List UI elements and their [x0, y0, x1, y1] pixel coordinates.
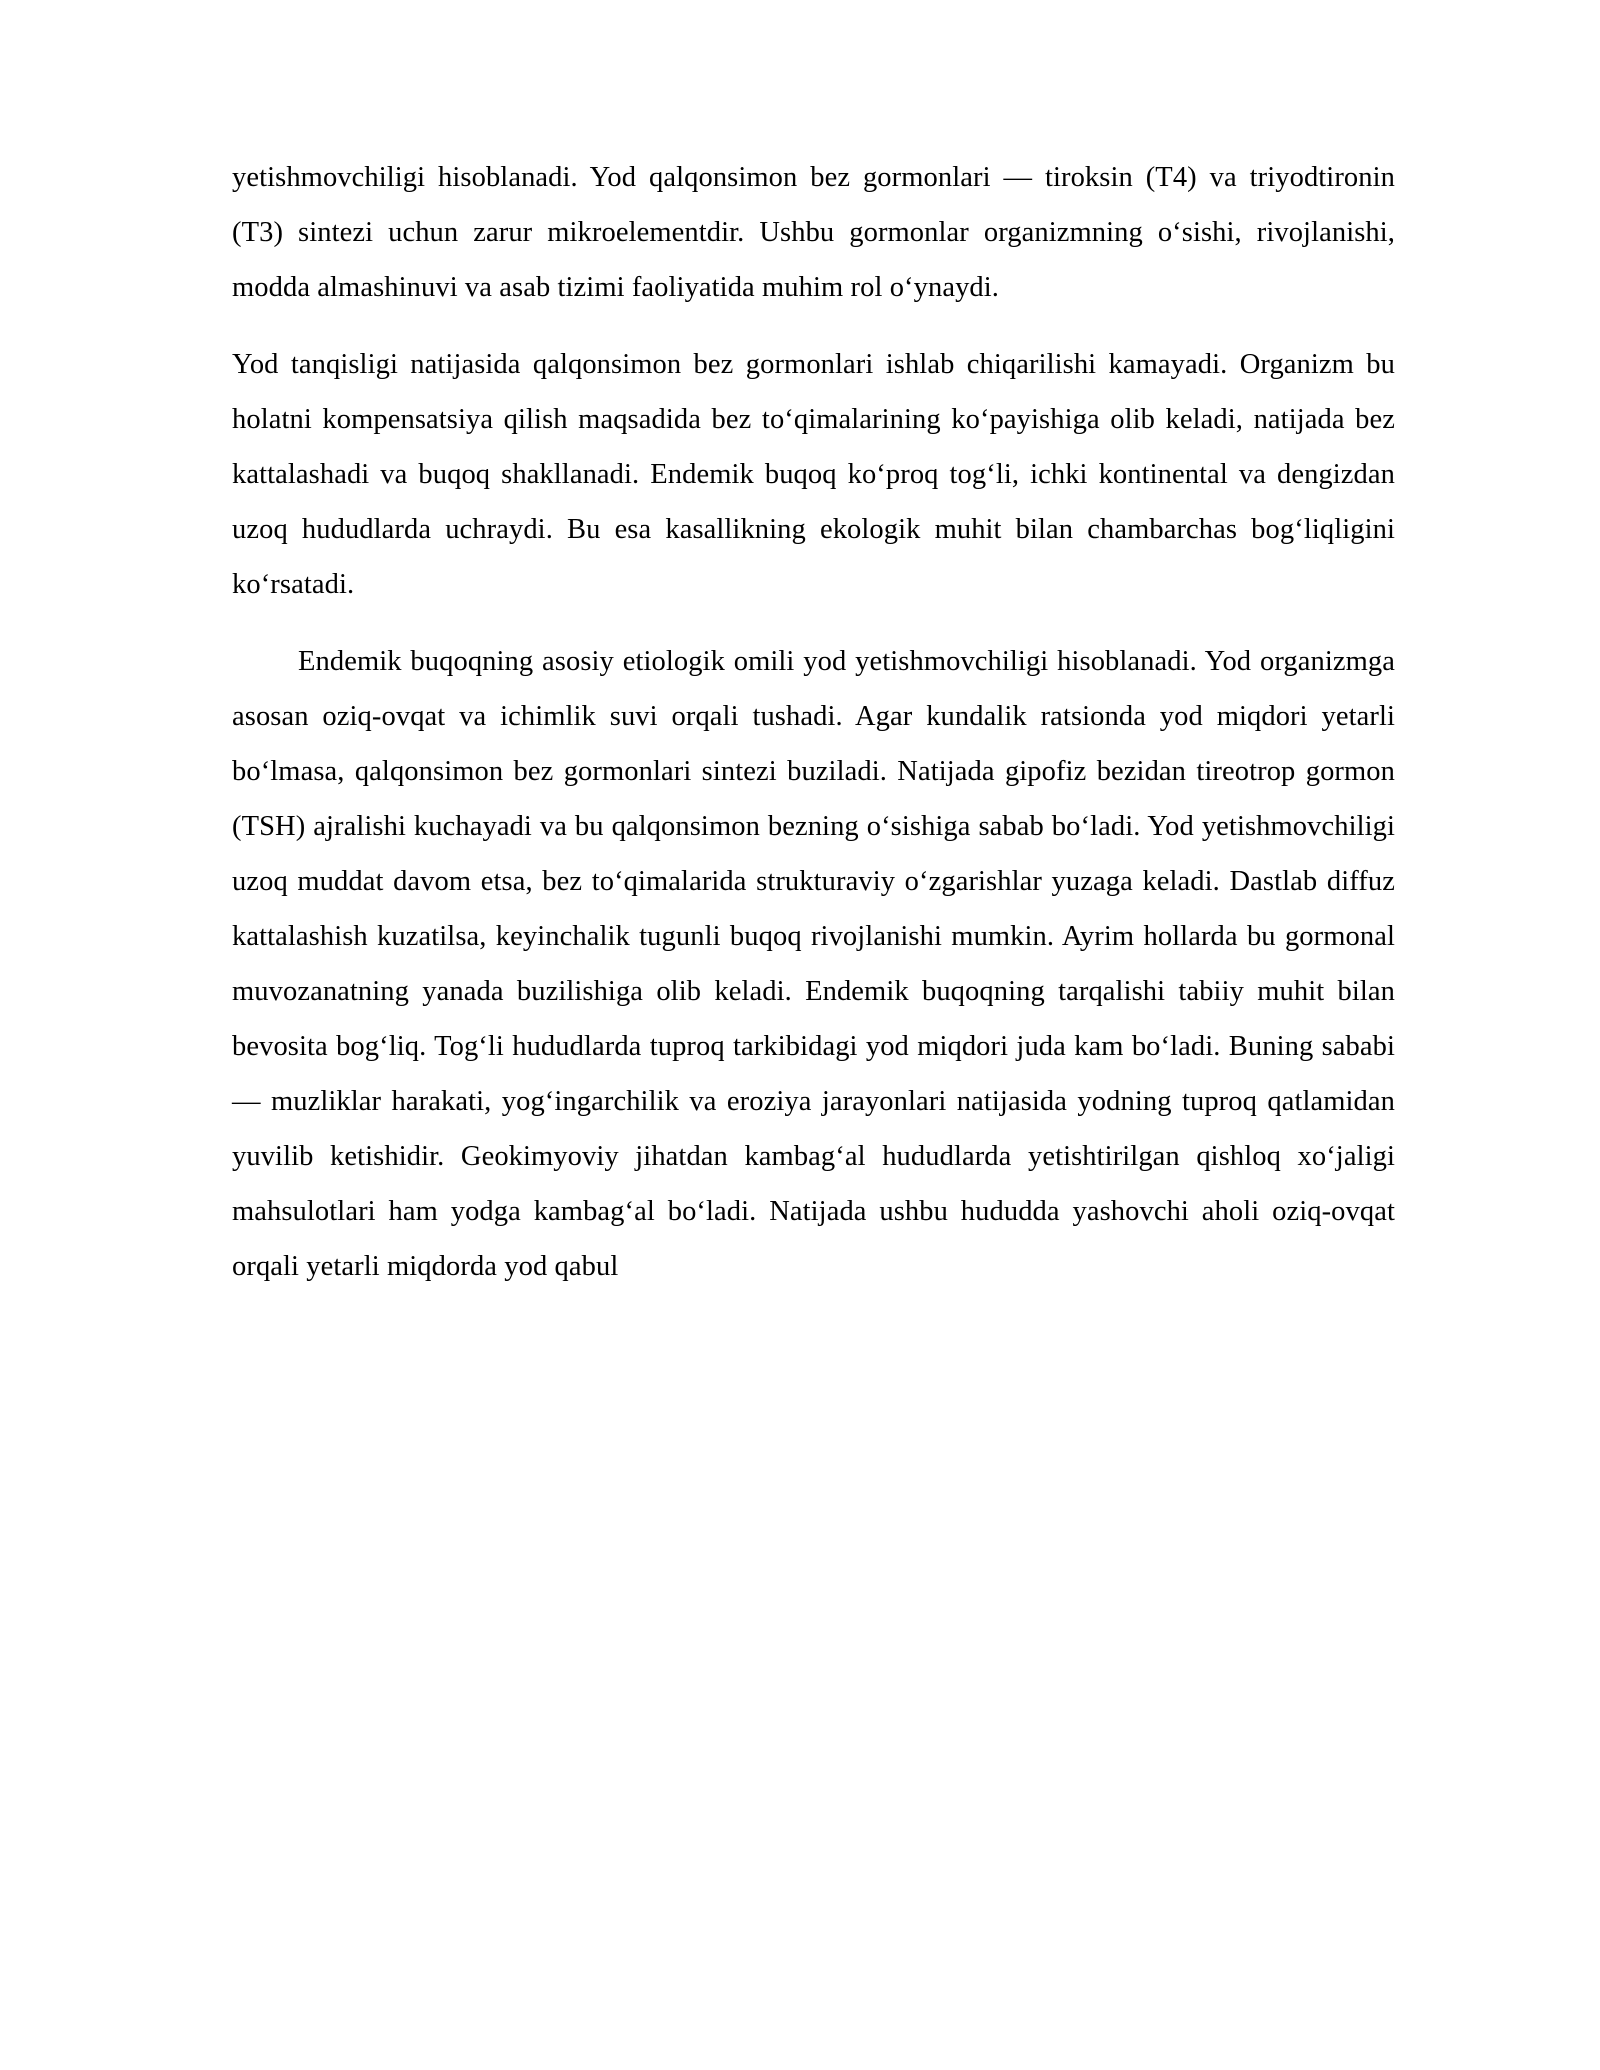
document-body: [232, 150, 1395, 1294]
paragraph: Endemik buqoqning asosiy etiologik omili yod yetishmovchiligi hisoblanadi. Yod organizmga asosan oziq-ovqat va ichimlik suvi orqali tushadi. Agar kundalik ratsionda yod miqdori yetarli bo‘lmasa, qalqonsimon bez gormonlari sintezi buziladi. Natijada gipofiz bezidan tireotrop gormon (TSH) ajralishi kuchayadi va bu qalqonsimon bezning o‘sishiga sabab bo‘ladi. Yod yetishmovchiligi uzoq muddat davom etsa, bez to‘qimalarida strukturaviy o‘zgarishlar yuzaga keladi. Dastlab diffuz kattalashish kuzatilsa, keyinchalik tugunli buqoq rivojlanishi mumkin. Ayrim hollarda bu gormonal muvozanatning yanada buzilishiga olib keladi. Endemik buqoqning tarqalishi tabiiy muhit bilan bevosita bog‘liq. Tog‘li hududlarda tuproq tarkibidagi yod miqdori juda kam bo‘ladi. Buning sababi — muzliklar harakati, yog‘ingarchilik va eroziya jarayonlari natijasida yodning tuproq qatlamidan yuvilib ketishidir. Geokimyoviy jihatdan kambag‘al hududlarda yetishtirilgan qishloq xo‘jaligi mahsulotlari ham yodga kambag‘al bo‘ladi. Natijada ushbu hududda yashovchi aholi oziq-ovqat orqali yetarli miqdorda yod qabul: [232, 646, 1395, 1282]
paragraph: Yod tanqisligi natijasida qalqonsimon bez gormonlari ishlab chiqarilishi kamayadi. Organizm bu holatni kompensatsiya qilish maqsadida bez to‘qimalarining ko‘payishiga olib keladi, natijada bez kattalashadi va buqoq shakllanadi. Endemik buqoq ko‘proq tog‘li, ichki kontinental va dengizdan uzoq hududlarda uchraydi. Bu esa kasallikning ekologik muhit bilan chambarchas bog‘liqligini ko‘rsatadi.: [232, 349, 1395, 600]
paragraph: yetishmovchiligi hisoblanadi. Yod qalqonsimon bez gormonlari — tiroksin (T4) va triyodtironin (T3) sintezi uchun zarur mikroelementdir. Ushbu gormonlar organizmning o‘sishi, rivojlanishi, modda almashinuvi va asab tizimi faoliyatida muhim rol o‘ynaydi.: [232, 162, 1395, 303]
